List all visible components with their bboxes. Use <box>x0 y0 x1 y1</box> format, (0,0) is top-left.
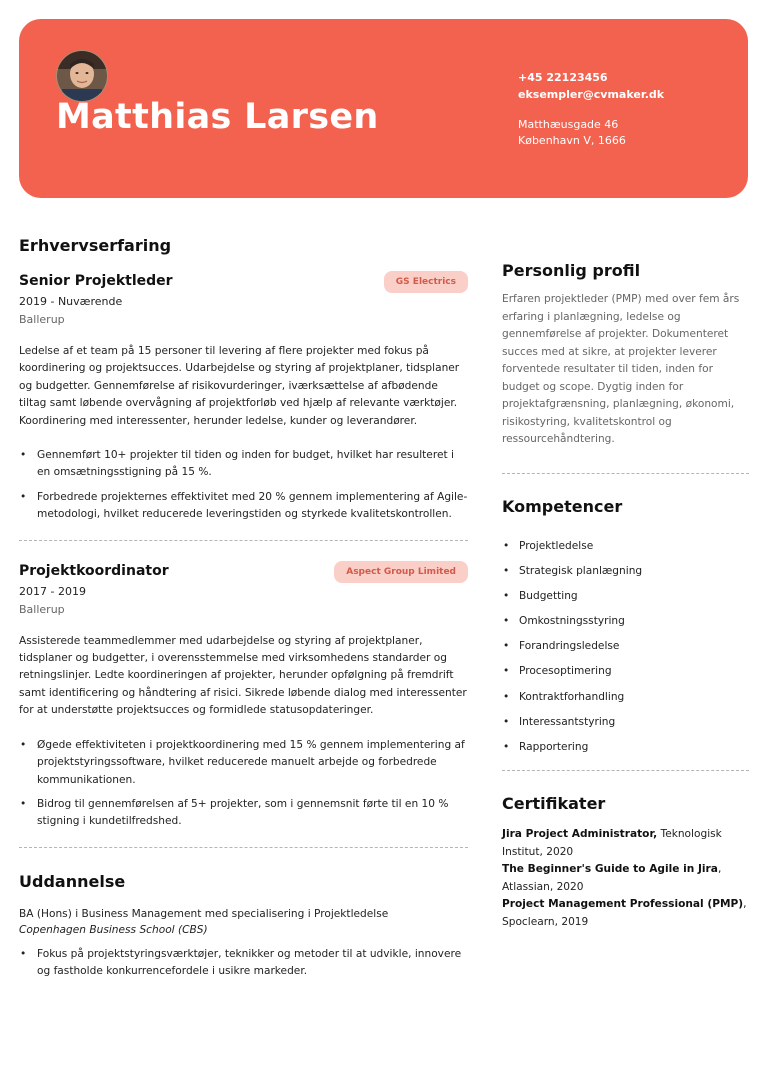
education-degree: BA (Hons) i Business Management med specialisering i Projektledelse <box>19 907 389 920</box>
job-description: Ledelse af et team på 15 personer til levering af flere projekter med fokus på koordinering og projektsucces. Udarbejdelse og styring af projektplaner, tidsplaner og budgetter. Gennemførelse af risikovurderinger, iværksættelse af afbødende tiltag samt løbende overvågning af projektforløb ved hjælp af relevante værktøjer. Koordinering med interessenter, herunder ledelse, kunder og leverandører. <box>19 345 460 427</box>
profile-summary: Erfaren projektleder (PMP) med over fem års erfaring i planlægning, ledelse og gennemførelse af projekter. Dokumenteret succes med at sikre, at projekter leverer forventede resultater til tiden, inden for budget og scope. Dygtig inden for projektafgrænsning, planlægning, økonomi, risikostyring, kvalitetskontrol og ressourcehåndtering. <box>502 293 740 445</box>
job-title: Projektkoordinator <box>19 562 169 579</box>
address-city: København V, 1666 <box>518 134 626 147</box>
certificate-name: Project Management Professional (PMP) <box>502 898 744 911</box>
skill-item: • Procesoptimering <box>502 663 749 688</box>
address <box>518 117 664 149</box>
job-entry <box>19 561 468 831</box>
skill-item: • Budgetting <box>502 588 749 613</box>
section-divider <box>502 770 749 771</box>
skill-item: • Rapportering <box>502 739 749 764</box>
candidate-name: Matthias Larsen <box>56 97 379 137</box>
job-dates: 2017 - 2019 <box>19 584 86 598</box>
experience-heading: Erhvervserfaring <box>19 236 172 255</box>
job-title: Senior Projektleder <box>19 273 173 289</box>
job-description: Assisterede teammedlemmer med udarbejdelse og styring af projektplaner, tidsplaner og budgetter, i overensstemmelse med virksomhedens standarder og retningslinjer. Ledte koordineringen af projekter, herunder opfølgning på fremdrift samt identificering og håndtering af risici. Sikrede løbende dialog med interessenter for at understøtte projektsucces og formidlede statusopdateringer. <box>19 634 467 717</box>
section-divider <box>502 473 749 474</box>
certificate-name: The Beginner's Guide to Agile in Jira <box>502 863 718 876</box>
skills-heading: Kompetencer <box>502 496 623 516</box>
skill-item: • Forandringsledelse <box>502 638 749 663</box>
avatar-portrait-icon <box>57 51 107 101</box>
certificates-heading: Certifikater <box>502 794 606 814</box>
job-achievements <box>19 737 468 831</box>
main-column <box>19 236 468 988</box>
header-banner <box>19 19 748 198</box>
certificate-item <box>502 861 749 896</box>
address-street: Matthæusgade 46 <box>518 118 619 131</box>
skill-item: • Projektledelse <box>502 538 749 563</box>
skill-item: • Kontraktforhandling <box>502 689 749 714</box>
certificate-issuer: Teknologisk Institut, 2020 <box>502 828 722 858</box>
achievement-item: • Bidrog til gennemførelsen af 5+ projekter, som i gennemsnit førte til en 10 % stigning i kundetilfredshed. <box>19 796 468 831</box>
section-divider <box>19 847 468 848</box>
company-badge: GS Electrics <box>384 271 468 293</box>
sidebar-column <box>502 261 749 931</box>
job-header <box>19 271 468 293</box>
section-divider <box>19 540 468 541</box>
profile-photo <box>56 50 108 102</box>
job-achievements <box>19 447 468 524</box>
job-location: Ballerup <box>19 602 65 616</box>
certificate-item <box>502 896 749 931</box>
certificate-item <box>502 826 749 861</box>
company-badge: Aspect Group Limited <box>334 561 468 583</box>
education-heading: Uddannelse <box>19 871 126 891</box>
skills-list <box>502 538 749 765</box>
email-address[interactable]: eksempler@cvmaker.dk <box>518 88 665 101</box>
skill-item: • Omkostningsstyring <box>502 613 749 638</box>
certificate-name: Jira Project Administrator, <box>502 828 658 841</box>
achievement-item: • Forbedrede projekternes effektivitet med 20 % gennem implementering af Agile-metodologi, hvilket reducerede leveringstiden og styrkede kvalitetskontrollen. <box>19 489 468 524</box>
achievement-item: • Gennemført 10+ projekter til tiden og inden for budget, hvilket har resulteret i en omsætningsstigning på 15 %. <box>19 447 468 482</box>
certificate-issuer: , Spoclearn, 2019 <box>502 898 747 928</box>
contact-block <box>518 69 664 149</box>
education-detail-item: • Fokus på projektstyringsværktøjer, teknikker og metoder til at udvikle, innovere og fastholde konkurrencefordele i usikre markeder. <box>19 946 468 981</box>
job-entry <box>19 271 468 524</box>
job-dates: 2019 - Nuværende <box>19 295 123 308</box>
skill-item: • Strategisk planlægning <box>502 563 749 588</box>
education-school: Copenhagen Business School (CBS) <box>19 923 208 936</box>
phone-number[interactable]: +45 22123456 <box>518 71 608 84</box>
certificates-list <box>502 826 749 931</box>
job-location: Ballerup <box>19 313 65 326</box>
certificate-issuer: , Atlassian, 2020 <box>502 863 722 893</box>
education-details <box>19 946 468 981</box>
skill-item: • Interessantstyring <box>502 714 749 739</box>
profile-heading: Personlig profil <box>502 261 641 280</box>
achievement-item: • Øgede effektiviteten i projektkoordinering med 15 % gennem implementering af projektstyringssoftware, hvilket reducerede manuelt arbejde og forbedrede kommunikationen. <box>19 737 468 789</box>
job-header <box>19 561 468 583</box>
